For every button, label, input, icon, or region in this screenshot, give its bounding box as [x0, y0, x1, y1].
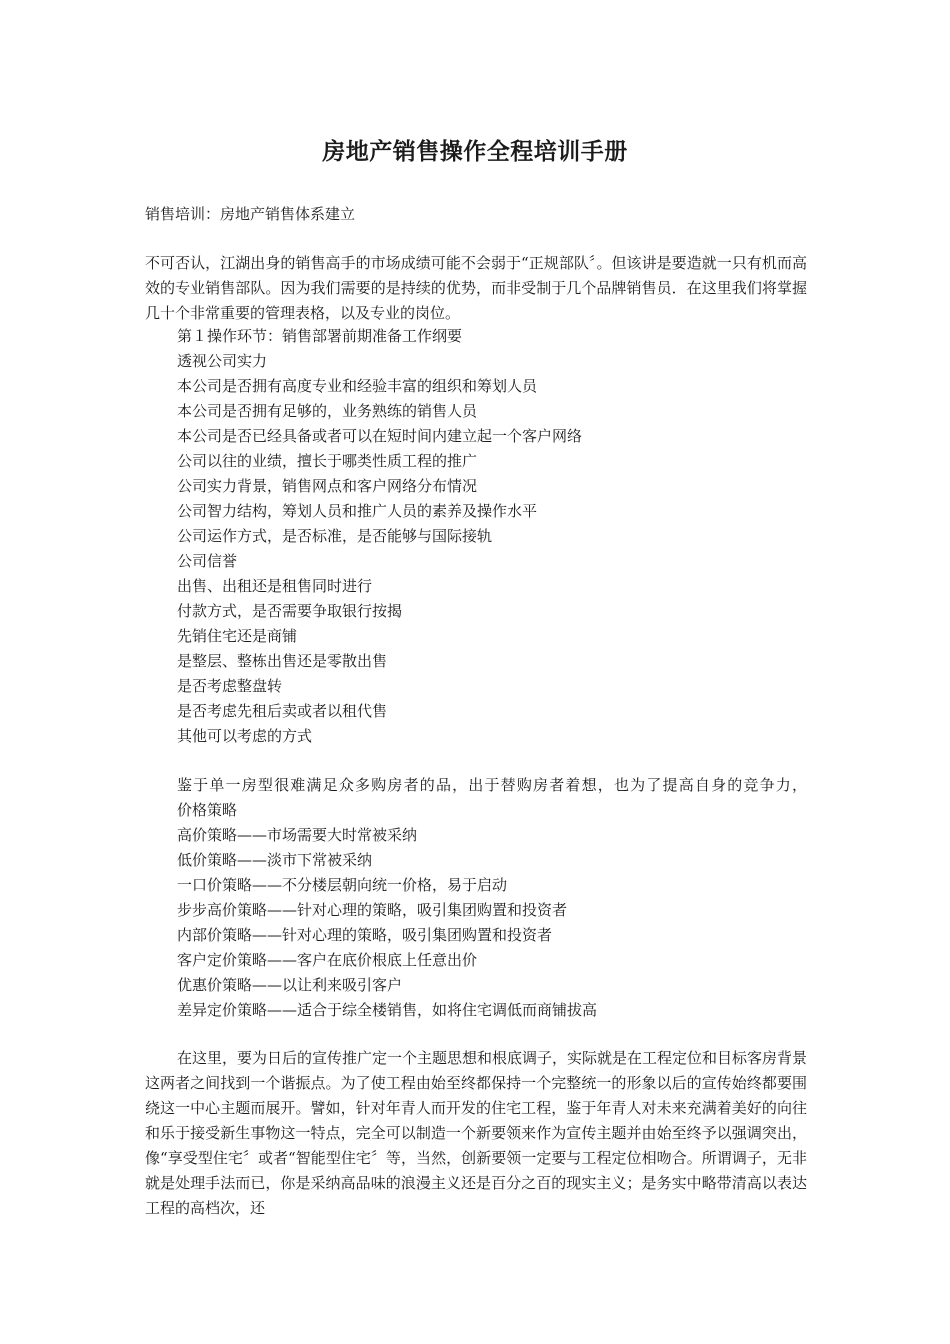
section1-list — [177, 324, 582, 749]
pricing-intro-text: 鉴于单一房型很难满足众多购房者的品，出于替购房者着想，也为了提高自身的竞争力， — [177, 776, 807, 794]
list-item: 本公司是否拥有足够的，业务熟练的销售人员 — [177, 402, 478, 420]
list-item: 其他可以考虑的方式 — [177, 727, 313, 745]
list-item: 客户定价策略——客户在底价根底上任意出价 — [177, 951, 478, 969]
list-item: 本公司是否拥有高度专业和经验丰富的组织和筹划人员 — [177, 377, 538, 395]
list-item: 低价策略——淡市下常被采纳 — [177, 851, 373, 869]
document-title: 房地产销售操作全程培训手册 — [322, 138, 628, 165]
document-subtitle: 销售培训：房地产销售体系建立 — [145, 205, 356, 223]
list-item: 付款方式，是否需要争取银行按揭 — [177, 602, 403, 620]
list-item: 本公司是否已经具备或者可以在短时间内建立起一个客户网络 — [177, 427, 583, 445]
list-item: 第１操作环节：销售部署前期准备工作纲要 — [177, 327, 463, 345]
list-item: 高价策略——市场需要大时常被采纳 — [177, 826, 418, 844]
list-item: 公司智力结构，筹划人员和推广人员的素养及操作水平 — [177, 502, 538, 520]
pricing-intro-paragraph — [145, 773, 807, 823]
intro-paragraph: 不可否认，江湖出身的销售高手的市场成绩可能不会弱于“正规部队〞。但该讲是要造就一只有机而高效的专业销售部队。因为我们需要的是持续的优势，而非受制于几个品牌销售员．在这里我们将掌握几十个非常重要的管理表格，以及专业的岗位。 — [145, 254, 807, 322]
list-item: 差异定价策略——适合于综全楼销售，如将住宅调低而商铺拔高 — [177, 1001, 598, 1019]
list-item: 是否考虑整盘转 — [177, 677, 283, 695]
closing-paragraph: 在这里，要为日后的宣传推广定一个主题思想和根底调子，实际就是在工程定位和目标客房背景这两者之间找到一个谐振点。为了使工程由始至终都保持一个完整统一的形象以后的宣传始终都要围绕这一中心主题而展开。譬如，针对年青人而开发的住宅工程，鉴于年青人对未来充满着美好的向往和乐于接受新生事物这一特点，完全可以制造一个新要领来作为宣传主题并由始至终予以强调突出，像“享受型住宅〞或者“智能型住宅〞等，当然，创新要领一定要与工程定位相吻合。所谓调子，无非就是处理手法而已，你是采纳高品味的浪漫主义还是百分之百的现实主义；是务实中略带清高以表达工程的高档次，还 — [145, 1049, 808, 1217]
list-item: 是整层、整栋出售还是零散出售 — [177, 652, 388, 670]
list-item: 步步高价策略——针对心理的策略，吸引集团购置和投资者 — [177, 901, 568, 919]
list-item: 内部价策略——针对心理的策略，吸引集团购置和投资者 — [177, 926, 553, 944]
list-item: 公司以往的业绩，擅长于哪类性质工程的推广 — [177, 452, 478, 470]
list-item: 是否考虑先租后卖或者以租代售 — [177, 702, 388, 720]
list-item: 公司信誉 — [177, 552, 238, 570]
list-item: 透视公司实力 — [177, 352, 268, 370]
list-item: 先销住宅还是商铺 — [177, 627, 298, 645]
pricing-list — [177, 823, 597, 1023]
list-item: 出售、出租还是租售同时进行 — [177, 577, 373, 595]
list-item: 优惠价策略——以让利来吸引客户 — [177, 976, 403, 994]
list-item: 一口价策略——不分楼层朝向统一价格，易于启动 — [177, 876, 508, 894]
list-item: 公司实力背景，销售网点和客户网络分布情况 — [177, 477, 478, 495]
list-item: 公司运作方式，是否标准，是否能够与国际接轨 — [177, 527, 493, 545]
pricing-strategy-heading: 价格策略 — [177, 801, 238, 819]
